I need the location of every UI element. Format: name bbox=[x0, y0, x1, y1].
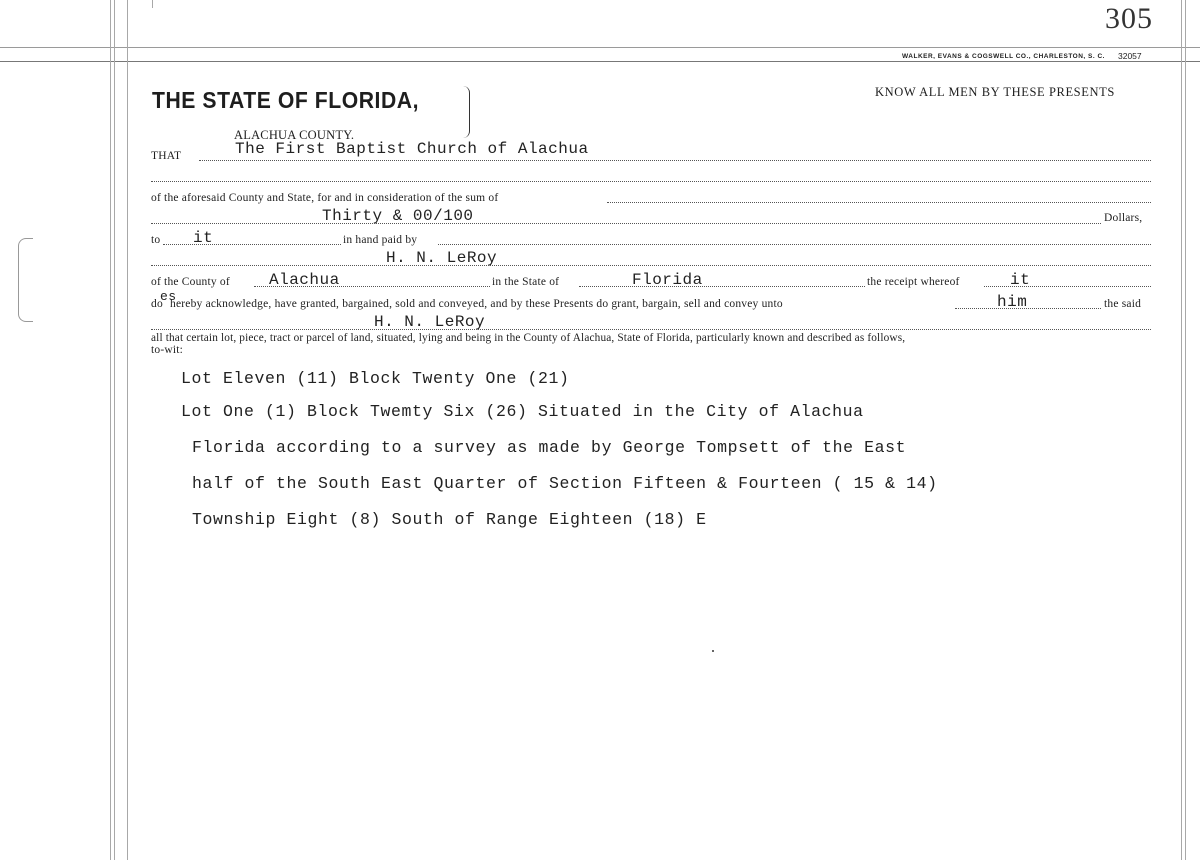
line-convey-unto bbox=[955, 308, 1101, 309]
county-heading: ALACHUA COUNTY. bbox=[234, 128, 355, 142]
left-margin-rule bbox=[110, 0, 111, 860]
line-grantee bbox=[151, 329, 1151, 330]
county-name: Alachua bbox=[269, 271, 340, 289]
label-receipt: the receipt whereof bbox=[867, 276, 960, 288]
page-number: 305 bbox=[1105, 2, 1153, 35]
top-rule bbox=[0, 47, 1200, 48]
printer-imprint: WALKER, EVANS & COGSWELL CO., CHARLESTON, S. C. bbox=[902, 53, 1105, 60]
description-line-2: Lot One (1) Block Twemty Six (26) Situated in the City of Alachua bbox=[181, 402, 864, 421]
top-rule-2 bbox=[0, 61, 1200, 62]
to-whom: it bbox=[193, 229, 214, 247]
left-margin-rule-2 bbox=[114, 0, 115, 860]
form-number: 32057 bbox=[1118, 51, 1142, 61]
line-state bbox=[579, 286, 865, 287]
stray-mark bbox=[712, 650, 714, 652]
convey-unto: him bbox=[997, 293, 1028, 311]
line-paid-by-cont bbox=[151, 265, 1151, 266]
label-aforesaid: of the aforesaid County and State, for and in consideration of the sum of bbox=[151, 192, 499, 204]
right-margin-rule bbox=[1181, 0, 1182, 860]
does-insert: es bbox=[160, 289, 177, 304]
heading-brace bbox=[463, 86, 470, 138]
line-paid-by bbox=[438, 244, 1151, 245]
line-sum bbox=[151, 223, 1101, 224]
binding-bracket bbox=[18, 238, 33, 322]
line-grantor-cont bbox=[151, 181, 1151, 182]
left-margin-rule-3 bbox=[127, 0, 128, 860]
label-hereby: hereby acknowledge, have granted, bargained, sold and conveyed, and by these Presents do grant, bargain, sell and convey unto bbox=[170, 298, 783, 310]
know-all-men: KNOW ALL MEN BY THESE PRESENTS bbox=[875, 85, 1115, 99]
receipt-whereof: it bbox=[1010, 271, 1031, 289]
label-do: do bbox=[151, 298, 163, 310]
label-the-said: the said bbox=[1104, 298, 1142, 310]
description-line-3: Florida according to a survey as made by George Tompsett of the East bbox=[192, 438, 907, 457]
description-line-1: Lot Eleven (11) Block Twenty One (21) bbox=[181, 369, 570, 388]
right-margin-rule-2 bbox=[1185, 0, 1186, 860]
state-name: Florida bbox=[632, 271, 703, 289]
line-aforesaid bbox=[607, 202, 1151, 203]
grantee-name: H. N. LeRoy bbox=[374, 313, 486, 331]
grantor-name: The First Baptist Church of Alachua bbox=[235, 140, 589, 158]
line-grantor bbox=[199, 160, 1151, 161]
sum-amount: Thirty & 00/100 bbox=[322, 207, 474, 225]
paid-by-name: H. N. LeRoy bbox=[386, 249, 498, 267]
description-line-5: Township Eight (8) South of Range Eighteen (18) E bbox=[192, 510, 707, 529]
state-heading: THE STATE OF FLORIDA, bbox=[152, 87, 420, 113]
description-line-4: half of the South East Quarter of Section Fifteen & Fourteen ( 15 & 14) bbox=[192, 474, 938, 493]
label-that: THAT bbox=[151, 150, 182, 162]
label-to-wit: to-wit: bbox=[151, 344, 184, 356]
label-dollars: Dollars, bbox=[1104, 212, 1143, 224]
label-in-hand-paid: in hand paid by bbox=[343, 234, 418, 246]
label-all-that: all that certain lot, piece, tract or parcel of land, situated, lying and being in the County of Alachua, State of Florida, particularly known and described as follows, bbox=[151, 332, 906, 344]
line-to bbox=[163, 244, 341, 245]
label-to: to bbox=[151, 234, 161, 246]
label-in-state: in the State of bbox=[492, 276, 560, 288]
label-of-county: of the County of bbox=[151, 276, 230, 288]
top-left-tick bbox=[152, 0, 153, 8]
